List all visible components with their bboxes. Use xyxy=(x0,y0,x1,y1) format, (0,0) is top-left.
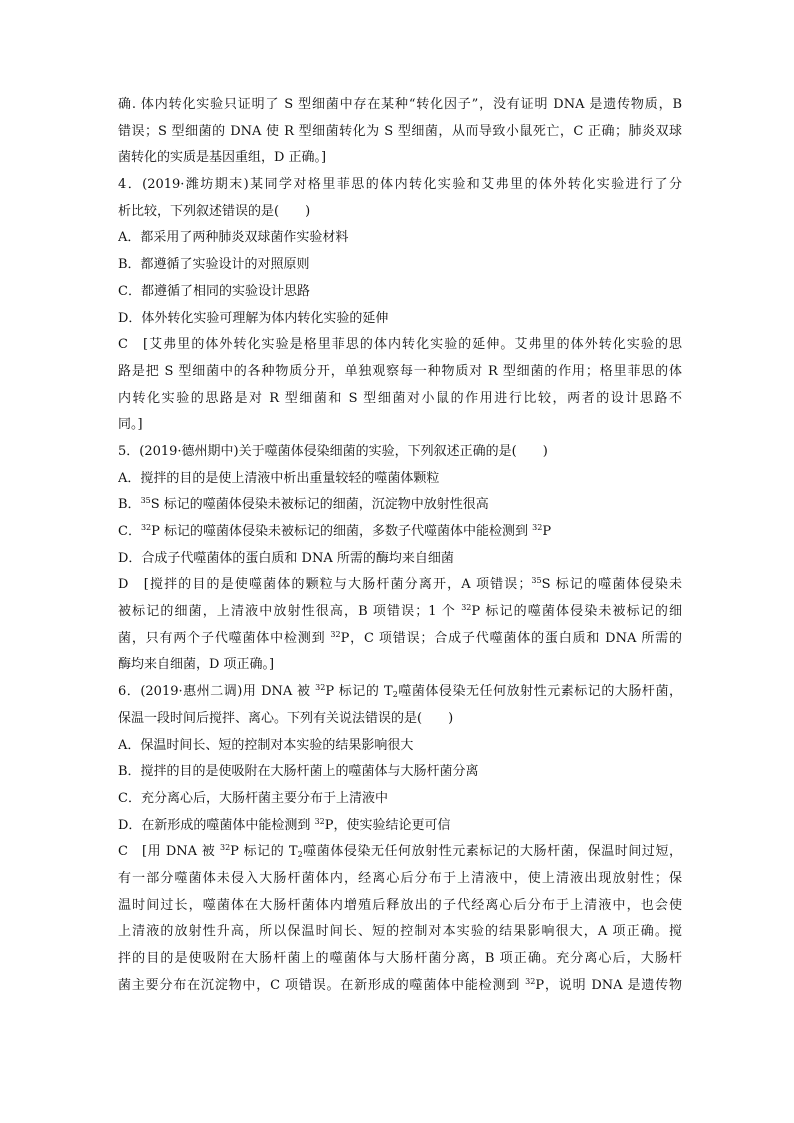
text-run: 拌的目的是使吸附在大肠杆菌上的噬菌体与大肠杆菌分离，B 项正确。充分离心后，大肠杆 xyxy=(118,951,682,966)
text-run: 菌，只有两个子代噬菌体中检测到 xyxy=(118,630,331,646)
text-run: P，说明 DNA 是遗传物 xyxy=(535,977,682,993)
text-line xyxy=(118,572,682,599)
text-run: 上清液的放射性升高，所以保温时间长、短的控制对本实验的结果影响很大，A 项正确。搅 xyxy=(118,924,682,940)
superscript: 35 xyxy=(531,576,542,586)
text-line xyxy=(118,519,682,546)
text-line xyxy=(118,546,682,573)
superscript: 32 xyxy=(140,523,152,532)
text-line xyxy=(118,839,682,866)
text-run: B．搅拌的目的是使吸附在大肠杆菌上的噬菌体与大肠杆菌分离 xyxy=(118,764,479,780)
text-run: 菌主要分布在沉淀物中，C 项错误。在新形成的噬菌体中能检测到 xyxy=(118,977,526,993)
text-run: S 标记的噬菌体侵染未被标记的细菌，沉淀物中放射性很高 xyxy=(150,497,489,513)
text-run: S 标记的噬菌体侵染未 xyxy=(541,577,682,593)
text-line xyxy=(118,145,682,172)
text-run: P 标记的噬菌体侵染未被标记的细菌，多数子代噬菌体中能检测到 xyxy=(151,524,533,539)
superscript: 32 xyxy=(461,603,472,613)
subscript: 2 xyxy=(392,690,398,700)
text-run: P，使实验结论更可信 xyxy=(324,817,451,833)
superscript: 35 xyxy=(140,496,151,506)
text-run: 噬菌体侵染无任何放射性元素标记的大肠杆菌， xyxy=(397,684,682,700)
text-line xyxy=(118,359,682,386)
text-run: 有一部分噬菌体未侵入大肠杆菌体内，经离心后分布于上清液中，使上清液出现放射性；保 xyxy=(118,870,682,886)
text-run: 析比较，下列叙述错误的是( ) xyxy=(118,203,311,219)
text-line xyxy=(118,973,682,1000)
text-run: 被标记的细菌，上清液中放射性很高，B 项错误；1 个 xyxy=(118,604,462,620)
text-run: 温时间过长，噬菌体在大肠杆菌体内增殖后释放出的子代经离心后分布于上清液中，也会使 xyxy=(118,897,682,913)
text-line xyxy=(118,679,682,706)
text-run: 酶均来自细菌，D 项正确。] xyxy=(118,657,275,673)
text-line xyxy=(118,919,682,946)
text-line xyxy=(118,332,682,359)
text-run: 噬菌体侵染无任何放射性元素标记的大肠杆菌，保温时间过短， xyxy=(302,844,682,860)
superscript: 32 xyxy=(315,683,326,693)
text-line xyxy=(118,893,682,920)
superscript: 32 xyxy=(314,816,325,826)
superscript: 32 xyxy=(219,843,231,853)
text-line xyxy=(118,866,682,893)
text-run: A．都采用了两种肺炎双球菌作实验材料 xyxy=(118,230,349,246)
text-run: P，C 项错误；合成子代噬菌体的蛋白质和 DNA 所需的 xyxy=(340,630,682,646)
text-line xyxy=(118,786,682,813)
text-line xyxy=(118,199,682,226)
text-run: 同。] xyxy=(118,417,143,433)
text-line xyxy=(118,706,682,733)
text-run: D [搅拌的目的是使噬菌体的颗粒与大肠杆菌分离开，A 项错误； xyxy=(118,577,532,593)
text-line xyxy=(118,252,682,279)
text-run: 5．(2019·德州期中)关于噬菌体侵染细菌的实验，下列叙述正确的是( ) xyxy=(118,443,548,459)
text-run: C [艾弗里的体外转化实验是格里菲思的体内转化实验的延伸。艾弗里的体外转化实验的思 xyxy=(118,337,682,353)
text-run: P 标记的噬菌体侵染未被标记的细 xyxy=(471,604,682,620)
text-run: 确. 体内转化实验只证明了 S 型细菌中存在某种“转化因子”，没有证明 DNA 是遗传物质，B xyxy=(118,97,682,112)
text-run: B．都遵循了实验设计的对照原则 xyxy=(118,257,310,273)
text-run: C．都遵循了相同的实验设计思路 xyxy=(118,283,310,299)
text-run: B． xyxy=(118,497,141,513)
text-line xyxy=(118,439,682,466)
text-run: A．搅拌的目的是使上清液中析出重量较轻的噬菌体颗粒 xyxy=(118,470,440,486)
text-run: D．合成子代噬菌体的蛋白质和 DNA 所需的酶均来自细菌 xyxy=(118,550,454,566)
superscript: 32 xyxy=(532,523,543,532)
text-line xyxy=(118,172,682,199)
subscript: 2 xyxy=(297,850,303,860)
text-line xyxy=(118,492,682,519)
text-line xyxy=(118,119,682,146)
text-line xyxy=(118,813,682,840)
text-run: 保温一段时间后搅拌、离心。下列有关说法错误的是( ) xyxy=(118,710,454,726)
text-line xyxy=(118,652,682,679)
text-line xyxy=(118,386,682,413)
text-run: C．充分离心后，大肠杆菌主要分布于上清液中 xyxy=(118,790,388,806)
text-run: 4．(2019·潍坊期末)某同学对格里菲思的体内转化实验和艾弗里的体外转化实验进行了分 xyxy=(118,177,682,193)
text-run: 路是把 S 型细菌中的各种物质分开，单独观察每一种物质对 R 型细菌的作用；格里菲思的体 xyxy=(118,363,682,379)
text-run: C [用 DNA 被 xyxy=(118,844,220,860)
text-run: C． xyxy=(118,524,141,539)
text-run: P xyxy=(542,524,552,539)
superscript: 32 xyxy=(525,976,536,986)
text-run: 内转化实验的思路是对 R 型细菌和 S 型细菌对小鼠的作用进行比较，两者的设计思路不 xyxy=(118,390,682,406)
text-line xyxy=(118,466,682,493)
superscript: 32 xyxy=(330,629,341,639)
text-run: 6．(2019·惠州二调)用 DNA 被 xyxy=(118,684,316,700)
text-line xyxy=(118,279,682,306)
text-line xyxy=(118,946,682,973)
text-run: P 标记的 T xyxy=(230,844,298,860)
text-line xyxy=(118,759,682,786)
text-line xyxy=(118,225,682,252)
text-line xyxy=(118,306,682,333)
text-run: 错误；S 型细菌的 DNA 使 R 型细菌转化为 S 型细菌，从而导致小鼠死亡，C 正确；肺炎双球 xyxy=(118,123,682,139)
text-line xyxy=(118,92,682,119)
text-line xyxy=(118,599,682,626)
text-run: A．保温时间长、短的控制对本实验的结果影响很大 xyxy=(118,737,414,753)
text-run: D．体外转化实验可理解为体内转化实验的延伸 xyxy=(118,310,389,326)
text-body xyxy=(118,92,682,999)
text-line xyxy=(118,733,682,760)
text-run: P 标记的 T xyxy=(325,684,393,700)
text-run: D．在新形成的噬菌体中能检测到 xyxy=(118,817,315,833)
text-line xyxy=(118,626,682,653)
text-line xyxy=(118,412,682,439)
text-run: 菌转化的实质是基因重组，D 正确。] xyxy=(118,150,327,166)
